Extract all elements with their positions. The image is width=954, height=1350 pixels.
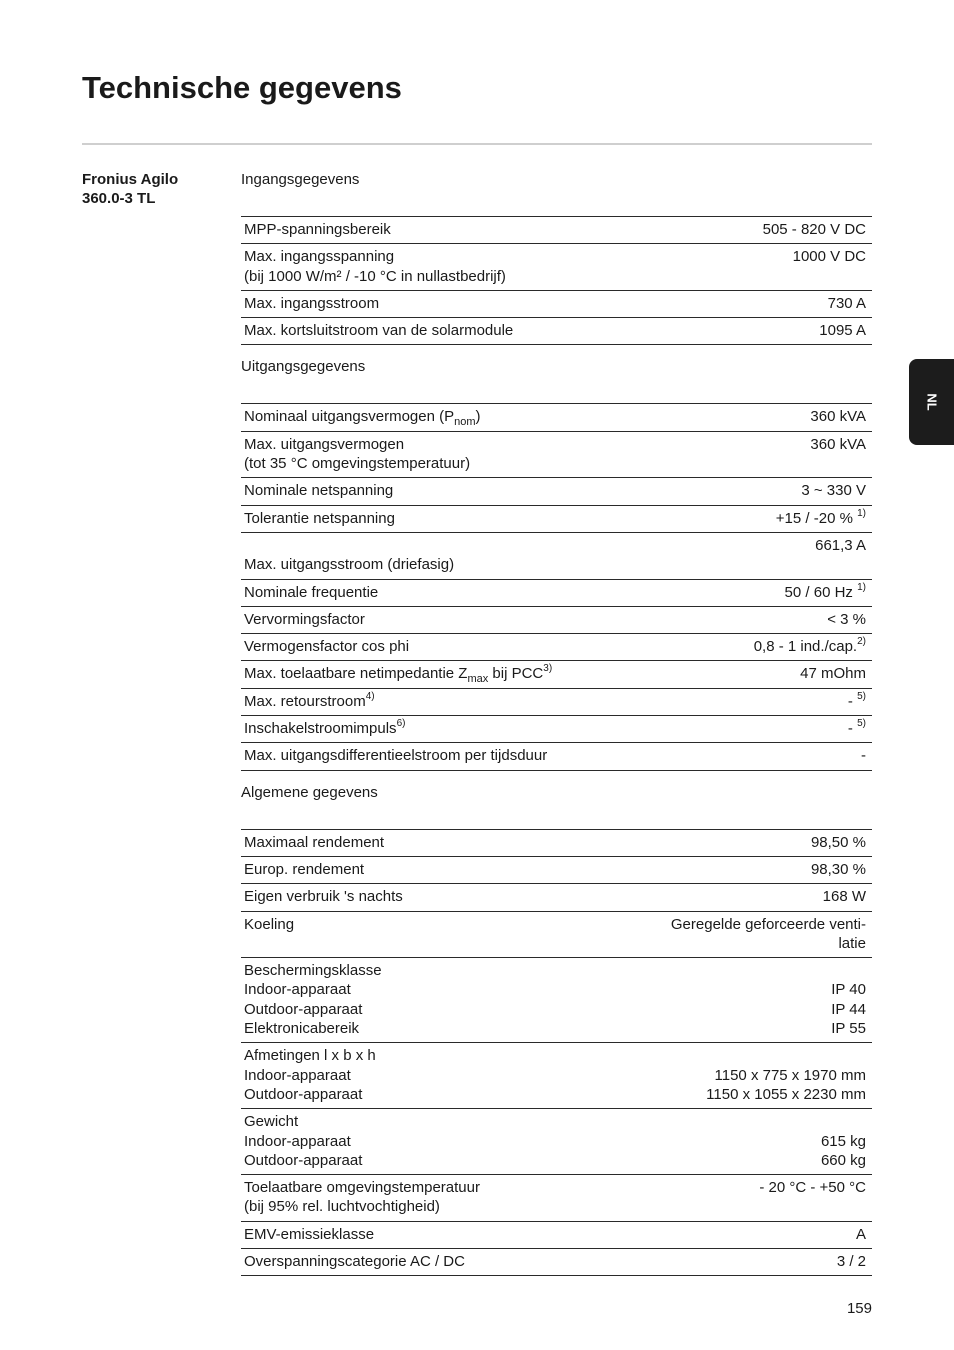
row-label: Maximaal rendement (241, 829, 633, 856)
row-label: Nominale frequentie (241, 579, 697, 606)
row-label-line: (bij 1000 W/m² / -10 °C in nullastbedrijf) (244, 267, 506, 285)
row-label-spacer (244, 536, 691, 555)
table-row (241, 856, 872, 883)
row-label-line: Indoor-apparaat (244, 981, 351, 999)
row-label (241, 404, 697, 431)
table-row (241, 661, 872, 688)
title-divider (82, 143, 872, 145)
footnote-ref: 3) (543, 663, 553, 675)
row-value: - (697, 743, 872, 770)
spacer (241, 771, 872, 783)
footnote-ref: 1) (857, 507, 866, 519)
table-row (241, 478, 872, 505)
product-model: 360.0-3 TL (82, 190, 156, 207)
footnote-ref: 5) (857, 718, 866, 730)
row-value-spacer (636, 1046, 866, 1065)
table-row (241, 217, 872, 244)
table-row (241, 688, 872, 715)
value-text: 50 / 60 Hz (784, 583, 858, 601)
table-row (241, 1043, 872, 1109)
row-value: 1000 V DC (690, 244, 872, 291)
table-row (241, 290, 872, 317)
row-value: 661,3 A (697, 532, 872, 579)
table-row (241, 606, 872, 633)
row-label: Koeling (241, 911, 633, 958)
label-text: ) (475, 408, 481, 426)
row-value: < 3 % (697, 606, 872, 633)
row-value: 47 mOhm (697, 661, 872, 688)
row-label-line: (tot 35 °C omgevingstemperatuur) (244, 455, 471, 473)
row-value: 168 W (633, 884, 872, 911)
section-title-input: Ingangsgegevens (241, 171, 360, 188)
section-title-general: Algemene gegevens (241, 783, 378, 801)
row-value-line: 615 kg (820, 1132, 866, 1150)
row-label (241, 532, 697, 579)
table-row (241, 1175, 872, 1222)
row-value (697, 634, 872, 661)
row-label-line: Outdoor-apparaat (244, 1151, 363, 1169)
row-label: Max. ingangsstroom (241, 290, 690, 317)
row-value (633, 1109, 872, 1175)
table-row (241, 505, 872, 532)
row-label: Eigen verbruik 's nachts (241, 884, 633, 911)
row-label-line: Outdoor-apparaat (244, 1085, 363, 1103)
label-text: Nominaal uitgangsvermogen (P (244, 408, 455, 426)
row-label-line: Max. ingangsspanning (244, 248, 395, 266)
section-title-output: Uitgangsgegevens (241, 358, 366, 376)
table-row (241, 244, 872, 291)
spacer (241, 345, 872, 357)
row-label: Nominale netspanning (241, 478, 697, 505)
row-label: Overspanningscategorie AC / DC (241, 1248, 633, 1275)
general-table (241, 829, 872, 1277)
footnote-ref: 4) (365, 690, 375, 702)
row-label (241, 431, 697, 478)
footnote-ref: 5) (857, 690, 866, 702)
footnote-ref: 6) (396, 718, 406, 730)
value-text: - (847, 720, 858, 738)
value-text: - (847, 692, 858, 710)
language-tab-label: NL (924, 393, 939, 411)
table-row (241, 958, 872, 1043)
row-label: EMV-emissieklasse (241, 1221, 633, 1248)
product-name: Fronius Agilo (82, 171, 179, 188)
row-value: A (633, 1221, 872, 1248)
row-value-line: 1150 x 775 x 1970 mm (714, 1066, 866, 1084)
row-label (241, 661, 697, 688)
row-label-line: (bij 95% rel. luchtvochtigheid) (244, 1198, 440, 1216)
label-text: Inschakelstroomimpuls (244, 720, 397, 738)
row-value-line: latie (838, 934, 866, 952)
label-text: bij PCC (488, 665, 544, 683)
row-value: 360 kVA (697, 431, 872, 478)
row-value (633, 911, 872, 958)
spec-content (241, 170, 872, 1276)
value-text: 0,8 - 1 ind./cap. (753, 638, 858, 656)
table-row (241, 532, 872, 579)
label-subscript: nom (454, 416, 476, 429)
page-title: Technische gegevens (82, 70, 402, 105)
table-row (241, 431, 872, 478)
table-row (241, 634, 872, 661)
input-table (241, 216, 872, 345)
row-value (697, 505, 872, 532)
row-value (697, 716, 872, 743)
page-number: 159 (846, 1300, 872, 1317)
table-row (241, 911, 872, 958)
row-value: 3 / 2 (633, 1248, 872, 1275)
row-value-spacer (636, 1112, 866, 1131)
footnote-ref: 2) (857, 636, 866, 648)
row-label: Vermogensfactor cos phi (241, 634, 697, 661)
row-value (633, 1043, 872, 1109)
row-label-line: Toelaatbare omgevingstemperatuur (244, 1179, 480, 1197)
row-value: 360 kVA (697, 404, 872, 431)
row-value: 730 A (690, 290, 872, 317)
row-label (241, 716, 697, 743)
row-value: 505 - 820 V DC (690, 217, 872, 244)
product-label (82, 170, 232, 208)
label-text: Max. retourstroom (244, 692, 366, 710)
row-value (697, 579, 872, 606)
row-value (633, 958, 872, 1043)
output-table (241, 403, 872, 770)
row-label (241, 958, 633, 1043)
table-row (241, 404, 872, 431)
row-label (241, 1109, 633, 1175)
table-row (241, 1221, 872, 1248)
row-label: Max. kortsluitstroom van de solarmodule (241, 318, 690, 345)
table-row (241, 1248, 872, 1275)
row-value: - 20 °C - +50 °C (633, 1175, 872, 1222)
row-label: Max. uitgangsdifferentieelstroom per tijdsduur (241, 743, 697, 770)
footnote-ref: 1) (857, 581, 866, 593)
row-value-line: 660 kg (820, 1151, 866, 1169)
row-value-line: IP 44 (831, 1000, 866, 1018)
row-value: 98,30 % (633, 856, 872, 883)
row-label (241, 244, 690, 291)
row-value: 3 ~ 330 V (697, 478, 872, 505)
table-row (241, 829, 872, 856)
row-value-line: IP 55 (831, 1020, 866, 1038)
table-row (241, 318, 872, 345)
language-tab (909, 359, 954, 445)
row-value: 98,50 % (633, 829, 872, 856)
table-row (241, 884, 872, 911)
row-value-line: Geregelde geforceerde venti- (670, 915, 866, 933)
row-label: MPP-spanningsbereik (241, 217, 690, 244)
row-label: Vervormingsfactor (241, 606, 697, 633)
row-label-line: Gewicht (244, 1113, 299, 1131)
row-label (241, 688, 697, 715)
row-label-line: Indoor-apparaat (244, 1066, 351, 1084)
row-label: Europ. rendement (241, 856, 633, 883)
row-label-line: Indoor-apparaat (244, 1132, 351, 1150)
value-text: +15 / -20 % (775, 509, 858, 527)
row-label-line: Outdoor-apparaat (244, 1000, 363, 1018)
row-label (241, 1043, 633, 1109)
row-value: 1095 A (690, 318, 872, 345)
table-row (241, 716, 872, 743)
row-label-line: Max. uitgangsvermogen (244, 435, 405, 453)
row-label-line: Max. uitgangsstroom (driefasig) (244, 556, 455, 574)
row-label: Tolerantie netspanning (241, 505, 697, 532)
row-label (241, 1175, 633, 1222)
row-label-line: Afmetingen l x b x h (244, 1047, 376, 1065)
label-text: Max. toelaatbare netimpedantie Z (244, 665, 468, 683)
label-subscript: max (467, 673, 489, 686)
row-value (697, 688, 872, 715)
table-row (241, 1109, 872, 1175)
row-label-line: Beschermingsklasse (244, 962, 382, 980)
row-value-line: 1150 x 1055 x 2230 mm (706, 1085, 866, 1103)
row-value-spacer (636, 961, 866, 980)
table-row (241, 579, 872, 606)
table-row (241, 743, 872, 770)
row-label-line: Elektronicabereik (244, 1020, 360, 1038)
row-value-line: IP 40 (831, 981, 866, 999)
